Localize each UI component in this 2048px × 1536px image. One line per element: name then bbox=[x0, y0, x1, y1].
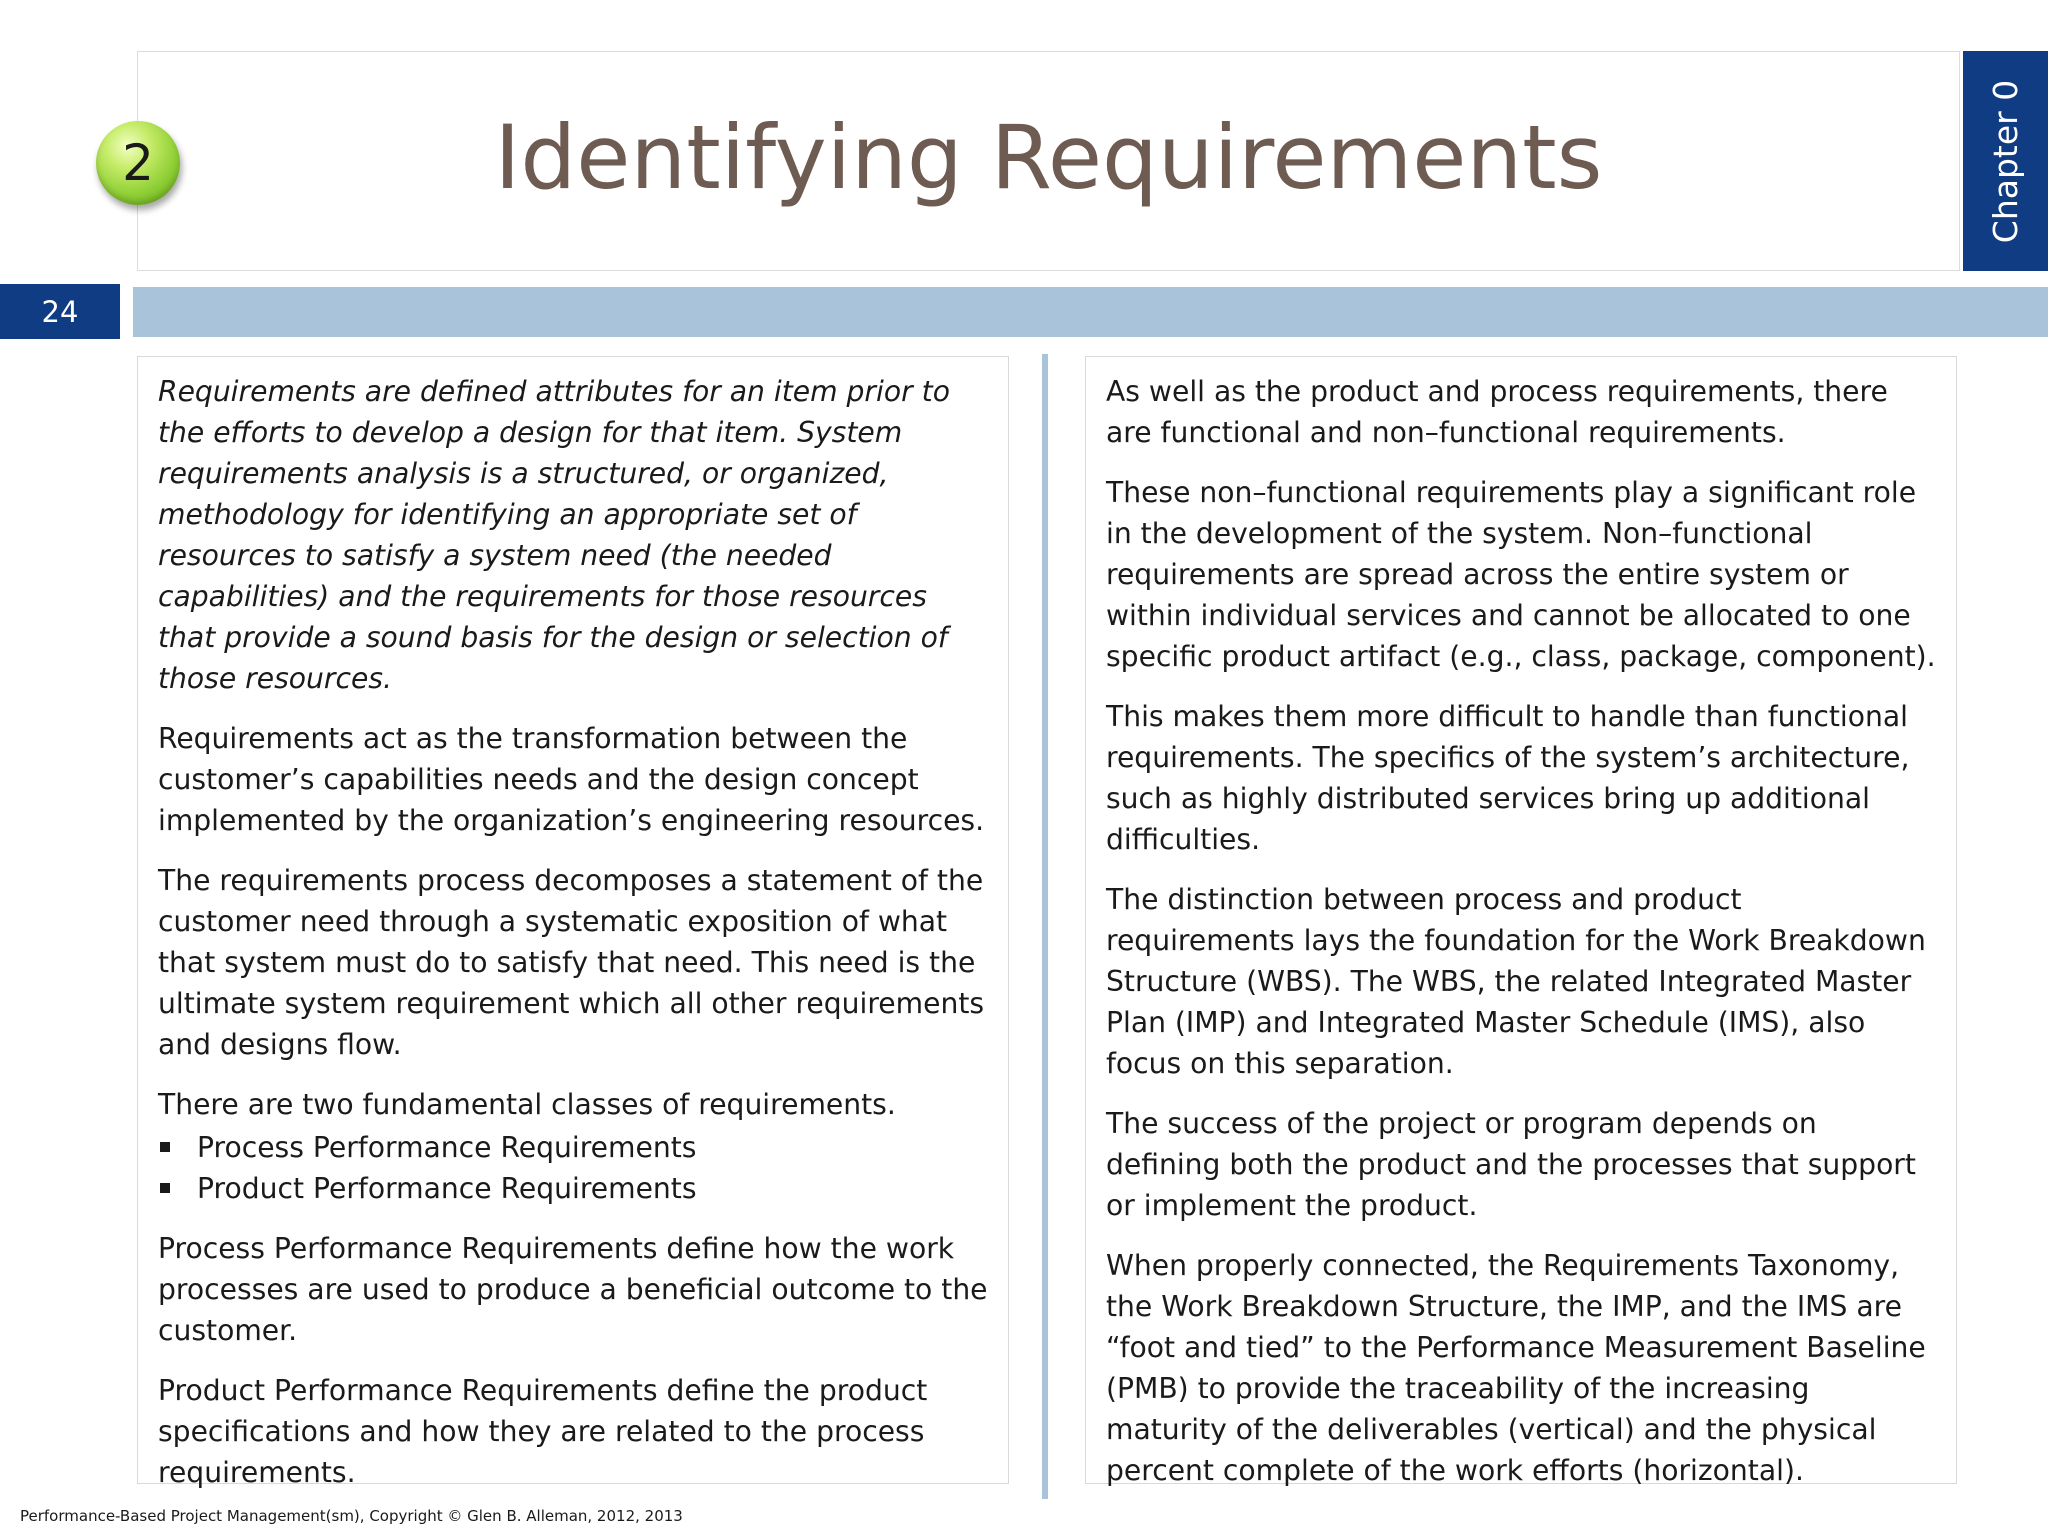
process-paragraph: The requirements process decomposes a statement of the customer need through a systematic exposition of what that system must do to satisfy that need. This need is the ultimate system requirement which all other requirements and designs flow. bbox=[158, 864, 985, 1061]
functional-paragraph: As well as the product and process requirements, there are functional and non–functional requirements. bbox=[1106, 375, 1888, 449]
square-bullet-icon bbox=[160, 1183, 170, 1193]
page-title: Identifying Requirements bbox=[494, 106, 1603, 209]
chapter-tab bbox=[1963, 51, 2048, 271]
difficulty-paragraph: This makes them more difficult to handle than functional requirements. The specifics of the system’s architecture, such as highly distributed services bring up additional difficulties. bbox=[1106, 700, 1910, 856]
nonfunctional-paragraph: These non–functional requirements play a significant role in the development of the system. Non–functional requirements are spread across the entire system or within individual services and cannot be allocated to one specific product artifact (e.g., class, package, component). bbox=[1106, 476, 1936, 673]
list-item bbox=[158, 1168, 990, 1209]
intro-paragraph: Requirements are defined attributes for an item prior to the efforts to develop a design for that item. System requirements analysis is a structured, or organized, methodology for identifying an appropriate set of resources to satisfy a system need (the needed capabilities) and the requirements for those resources that provide a sound basis for the design or selection of those resources. bbox=[158, 375, 950, 695]
product-performance-paragraph: Product Performance Requirements define the product specifications and how they are related to the process requirements. bbox=[158, 1374, 928, 1489]
transformation-paragraph: Requirements act as the transformation between the customer’s capabilities needs and the design concept implemented by the organization’s engineering resources. bbox=[158, 722, 985, 837]
list-item-label: Process Performance Requirements bbox=[197, 1131, 697, 1164]
page-number: 24 bbox=[0, 284, 120, 339]
column-divider bbox=[1042, 354, 1048, 1499]
copyright-footer: Performance-Based Project Management(sm), Copyright © Glen B. Alleman, 2012, 2013 bbox=[20, 1507, 683, 1525]
wbs-paragraph: The distinction between process and product requirements lays the foundation for the Work Breakdown Structure (WBS). The WBS, the related Integrated Master Plan (IMP) and Integrated Master Schedule (IMS), also focus on this separation. bbox=[1106, 883, 1926, 1080]
success-paragraph: The success of the project or program depends on defining both the product and the processes that support or implement the product. bbox=[1106, 1107, 1916, 1222]
list-item-label: Product Performance Requirements bbox=[197, 1172, 697, 1205]
chapter-label: Chapter 0 bbox=[1986, 79, 2026, 243]
right-text-column bbox=[1085, 356, 1957, 1487]
header-band bbox=[133, 287, 2048, 337]
process-performance-paragraph: Process Performance Requirements define how the work processes are used to produce a beneficial outcome to the customer. bbox=[158, 1232, 988, 1347]
step-number: 2 bbox=[122, 134, 154, 192]
square-bullet-icon bbox=[160, 1142, 170, 1152]
classes-paragraph: There are two fundamental classes of requirements. bbox=[158, 1088, 896, 1121]
list-item bbox=[158, 1127, 990, 1168]
left-text-column bbox=[137, 356, 1009, 1489]
connected-paragraph: When properly connected, the Requirements Taxonomy, the Work Breakdown Structure, the IMP, and the IMS are “foot and tied” to the Performance Measurement Baseline (PMB) to provide the traceability of the increasing maturity of the deliverables (vertical) and the physical percent complete of the work efforts (horizontal). bbox=[1106, 1249, 1926, 1487]
requirement-classes-list bbox=[158, 1127, 990, 1209]
